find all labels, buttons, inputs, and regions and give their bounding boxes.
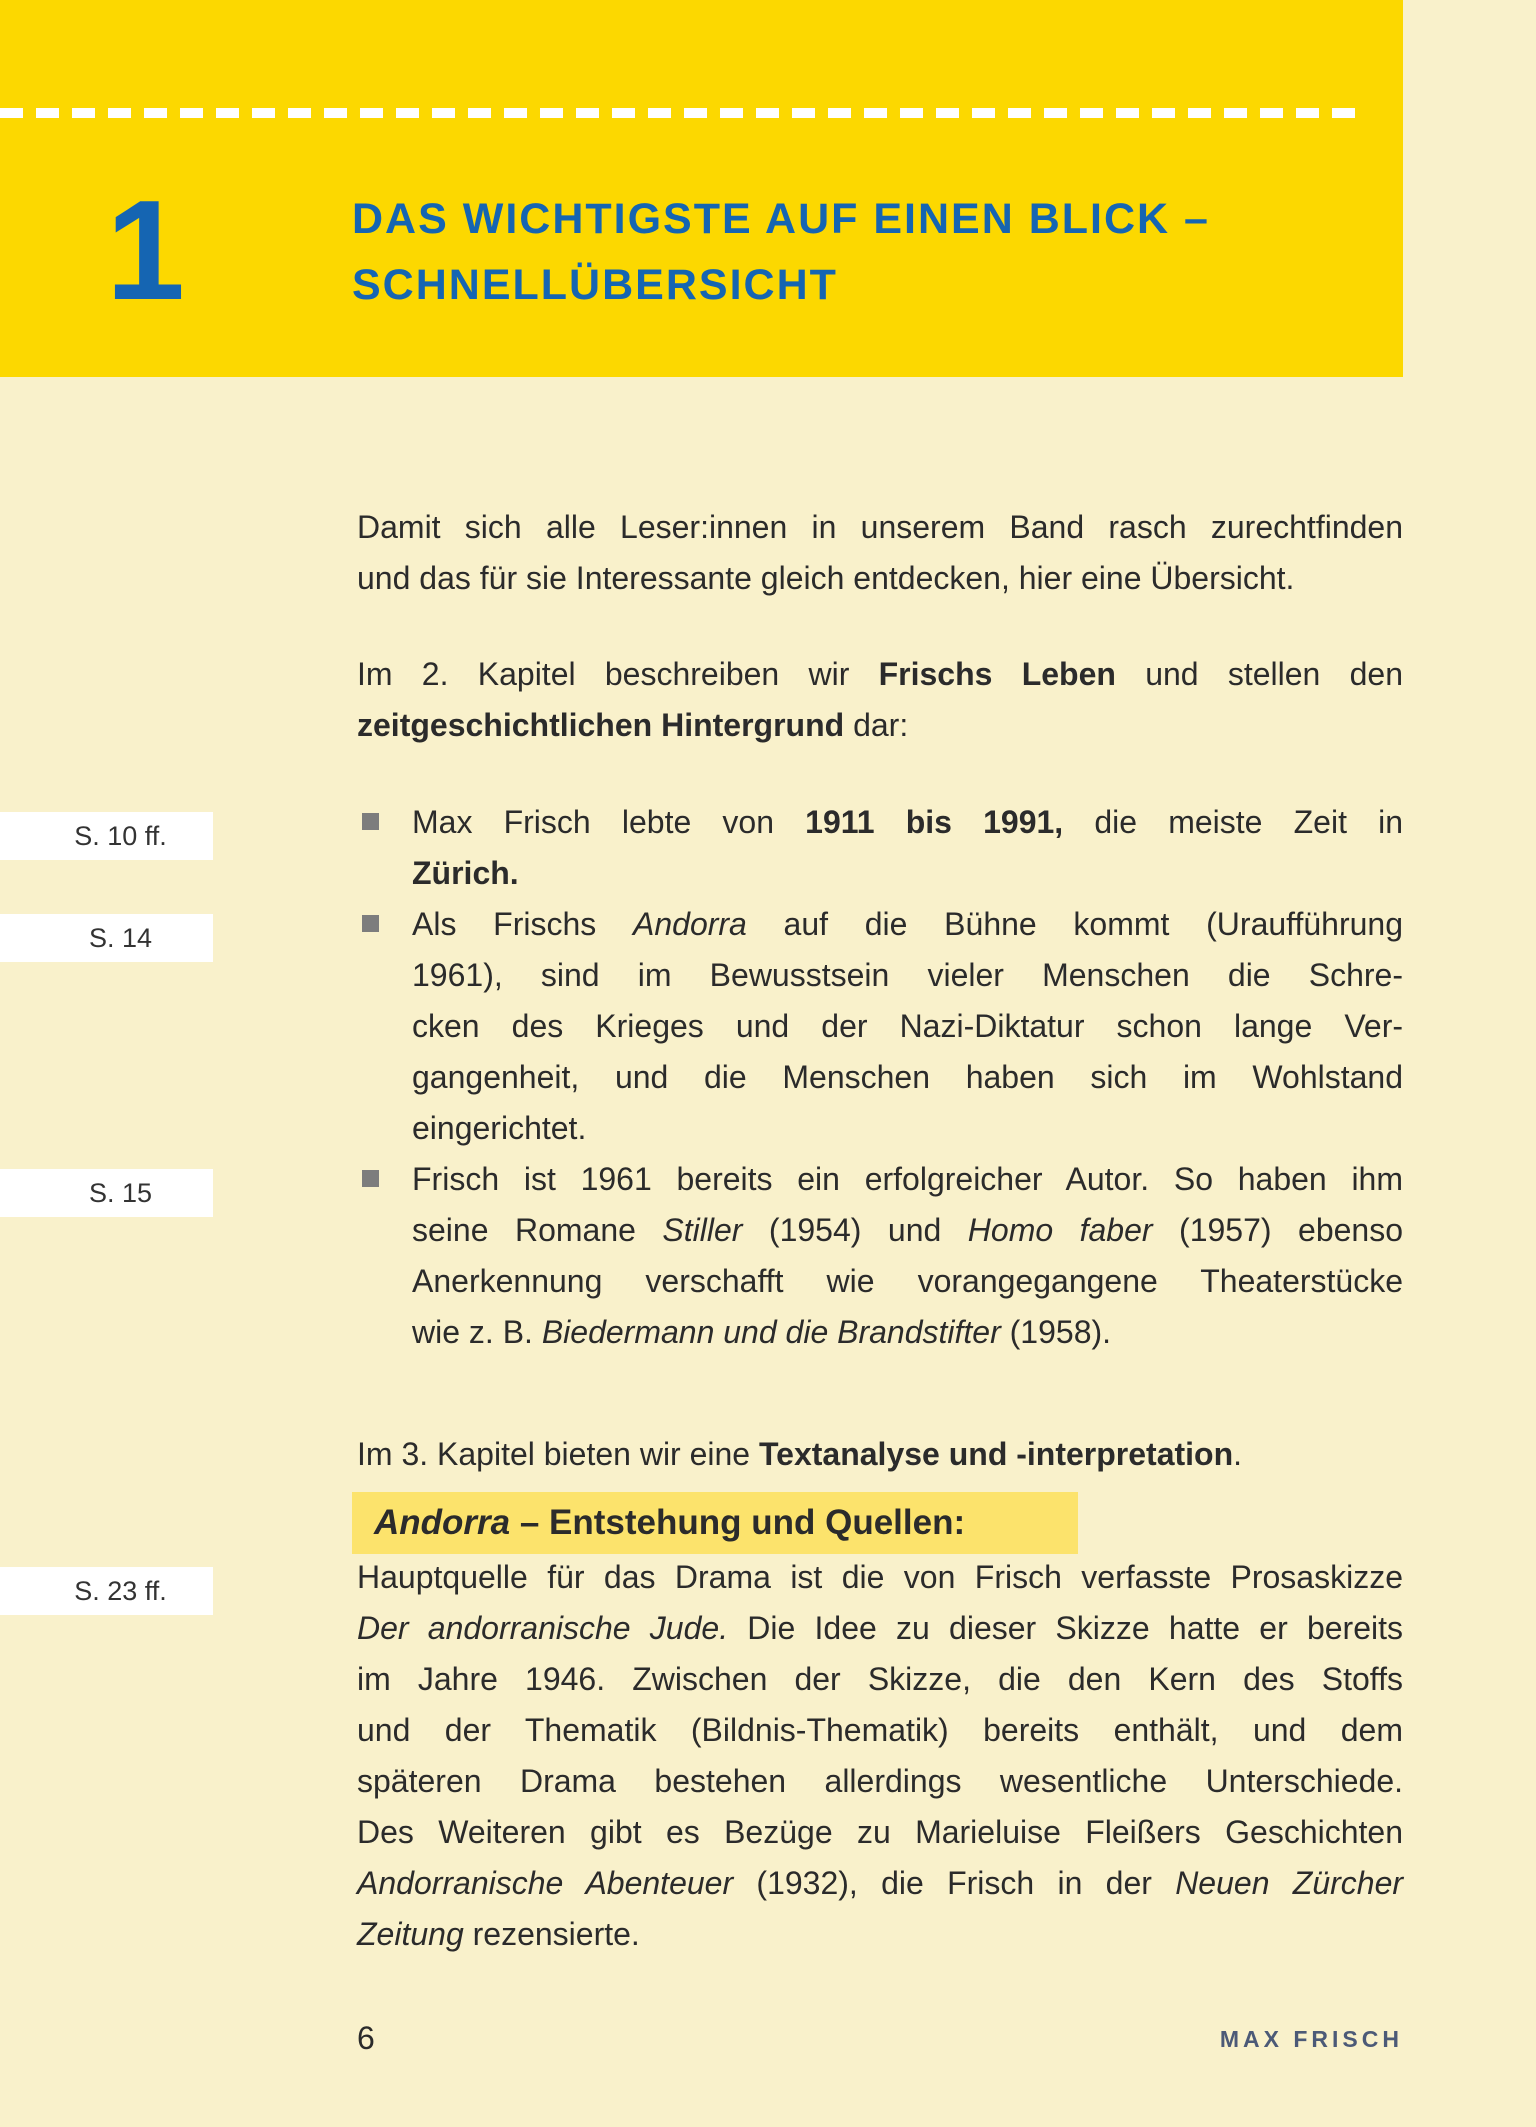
bullet-square-icon <box>362 813 379 830</box>
list-item-text <box>412 797 1403 899</box>
text-line: SCHNELLÜBERSICHT <box>352 261 838 309</box>
text-line: seine Romane Stiller (1954) und Homo faber (1957) ebenso <box>412 1212 1404 1248</box>
list-item <box>357 797 1403 899</box>
text-line: Max Frisch lebte von 1911 bis 1991, die meiste Zeit in <box>412 804 1404 840</box>
dashed-divider <box>0 108 1368 118</box>
margin-page-ref: S. 23 ff. <box>0 1567 213 1615</box>
margin-page-ref: S. 14 <box>0 914 213 962</box>
sources-paragraph <box>357 1552 1403 1960</box>
text-line: 1961), sind im Bewusstsein vieler Menschen die Schre- <box>412 957 1403 993</box>
text-line: Als Frischs Andorra auf die Bühne kommt (Uraufführung <box>412 906 1404 942</box>
text-line: Anerkennung verschafft wie vorangegangene Theaterstücke <box>412 1263 1403 1299</box>
text-line: Der andorranische Jude. Die Idee zu dieser Skizze hatte er bereits <box>357 1610 1403 1646</box>
text-line: DAS WICHTIGSTE AUF EINEN BLICK – <box>352 195 1210 243</box>
text-line: Im 3. Kapitel bieten wir eine Textanalyse und -interpretation. <box>357 1436 1243 1472</box>
list-item-text <box>412 899 1403 1154</box>
page-number: 6 <box>357 2020 375 2056</box>
chapter-title <box>352 186 1352 318</box>
overview-list <box>357 797 1403 1358</box>
text-line: Zürich. <box>412 855 519 891</box>
bullet-square-icon <box>362 1170 379 1187</box>
text-line: Andorranische Abenteuer (1932), die Frisch in der Neuen Zürcher <box>357 1865 1404 1901</box>
section-heading-highlight <box>352 1492 1078 1554</box>
text-line: zeitgeschichtlichen Hintergrund dar: <box>357 707 909 743</box>
running-head: MAX FRISCH <box>1219 2026 1403 2052</box>
bullet-square-icon <box>362 915 379 932</box>
text-line: Im 2. Kapitel beschreiben wir Frischs Leben und stellen den <box>357 656 1404 692</box>
intro-paragraph <box>357 502 1403 604</box>
text-line: eingerichtet. <box>412 1110 587 1146</box>
text-line: Des Weiteren gibt es Bezüge zu Marieluise Fleißers Geschichten <box>357 1814 1403 1850</box>
chapter-header <box>0 0 1403 377</box>
text-line: cken des Krieges und der Nazi-Diktatur schon lange Ver- <box>412 1008 1403 1044</box>
chapter3-paragraph <box>357 1429 1403 1480</box>
text-line: gangenheit, und die Menschen haben sich im Wohlstand <box>412 1059 1403 1095</box>
text-line: und der Thematik (Bildnis-Thematik) bereits enthält, und dem <box>357 1712 1403 1748</box>
text-line: Frisch ist 1961 bereits ein erfolgreicher Autor. So haben ihm <box>412 1161 1403 1197</box>
text-line: Andorra – Entstehung und Quellen: <box>374 1503 966 1542</box>
text-line: wie z. B. Biedermann und die Brandstifter (1958). <box>412 1314 1112 1350</box>
chapter-number: 1 <box>106 171 185 330</box>
margin-page-ref: S. 15 <box>0 1169 213 1217</box>
text-line: Hauptquelle für das Drama ist die von Frisch verfasste Prosaskizze <box>357 1559 1403 1595</box>
text-line: im Jahre 1946. Zwischen der Skizze, die den Kern des Stoffs <box>357 1661 1403 1697</box>
list-item <box>357 1154 1403 1358</box>
margin-page-ref: S. 10 ff. <box>0 812 213 860</box>
list-item <box>357 899 1403 1154</box>
chapter2-paragraph <box>357 649 1403 751</box>
list-item-text <box>412 1154 1403 1358</box>
text-line: Zeitung rezensierte. <box>357 1916 640 1952</box>
text-line: späteren Drama bestehen allerdings wesentliche Unterschiede. <box>357 1763 1403 1799</box>
text-line: und das für sie Interessante gleich entdecken, hier eine Übersicht. <box>357 560 1295 596</box>
text-line: Damit sich alle Leser:innen in unserem Band rasch zurechtfinden <box>357 509 1403 545</box>
